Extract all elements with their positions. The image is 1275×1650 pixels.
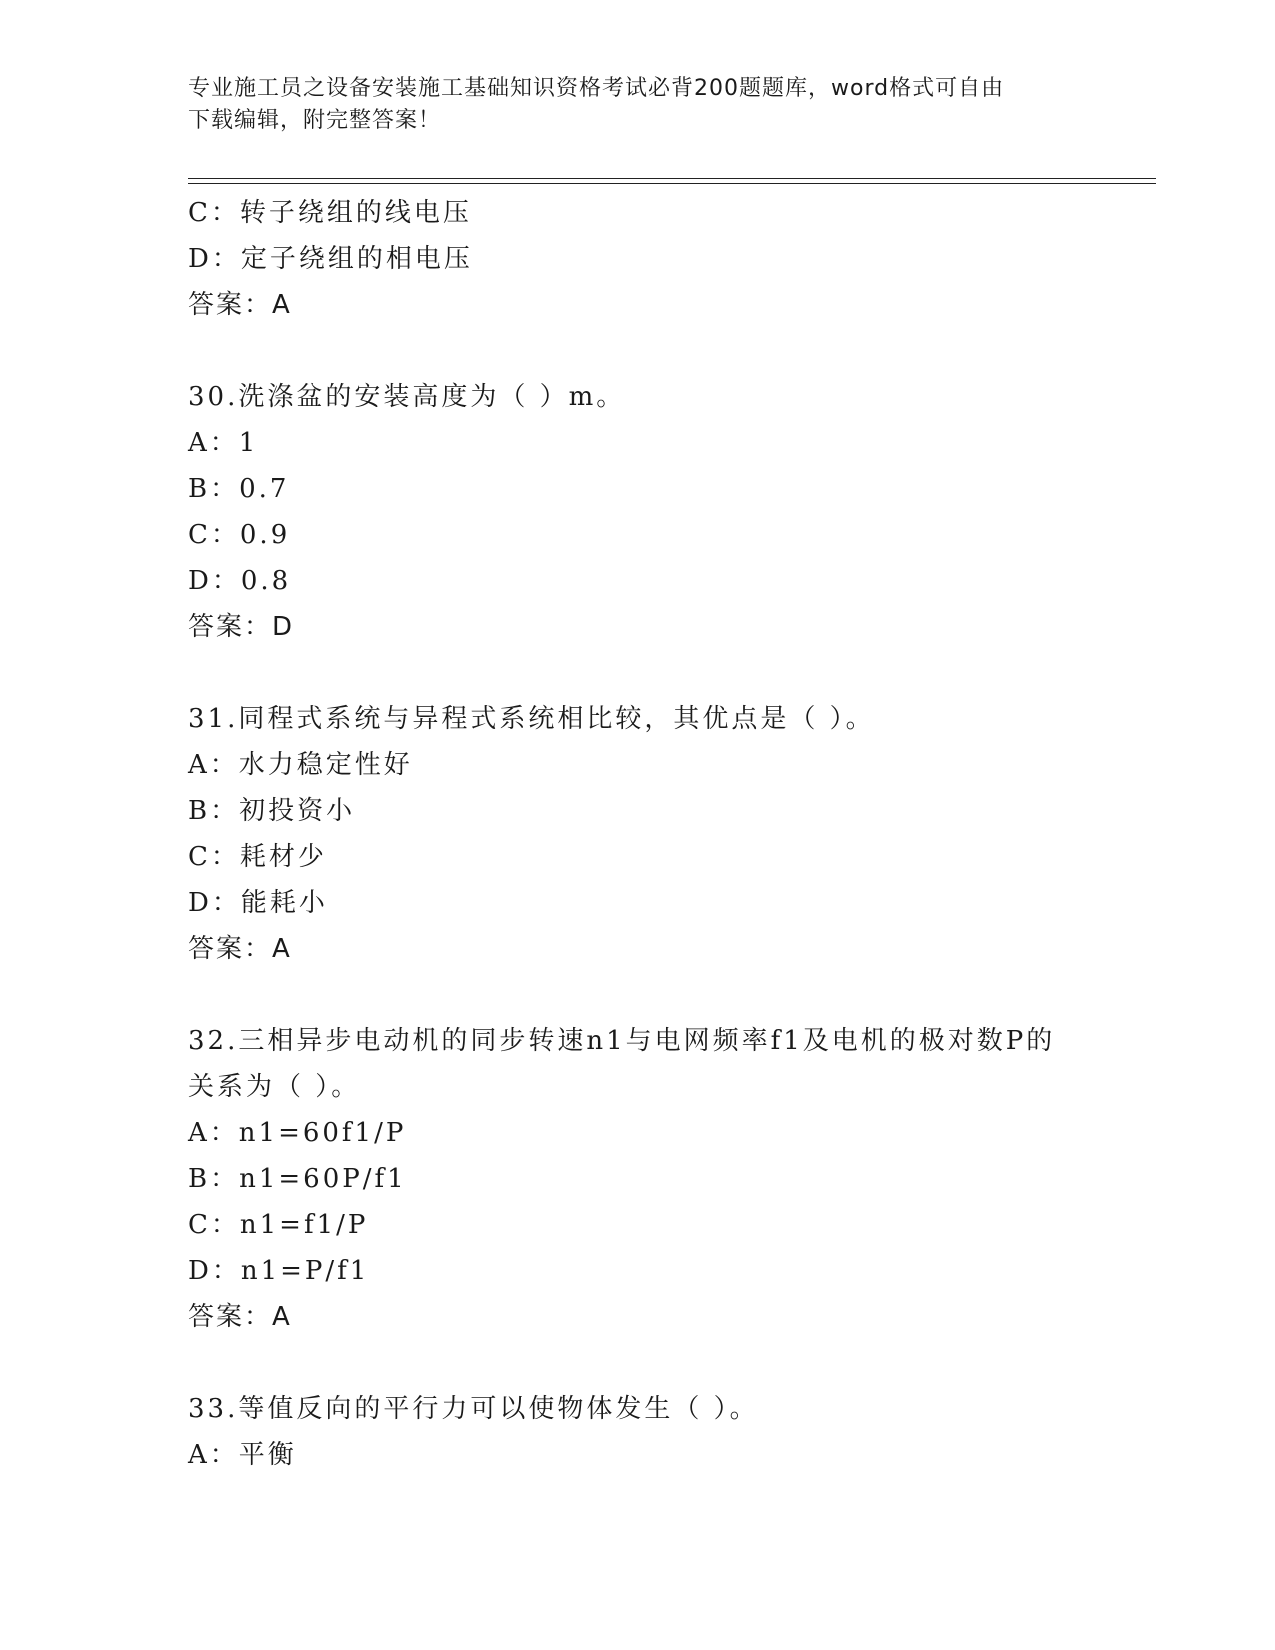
option-line: A：平衡 [188,1440,297,1470]
option-line: C：0.9 [188,520,291,550]
answer-line: 答案：A [188,1302,292,1332]
answer-line: 答案：A [188,934,292,964]
question-text: 31.同程式系统与异程式系统相比较，其优点是（ ）。 [188,704,875,734]
question-text: 33.等值反向的平行力可以使物体发生（ ）。 [188,1394,759,1424]
option-line: D：0.8 [188,566,292,596]
header-rule-top [188,178,1156,179]
option-line: B：n1=60P/f1 [188,1164,407,1194]
option-line: C：n1=f1/P [188,1210,369,1240]
answer-line: 答案：A [188,290,292,320]
option-line: B：初投资小 [188,796,356,826]
option-line: A：n1=60f1/P [188,1118,407,1148]
header-rule-bottom [188,183,1156,184]
question-body [188,190,1148,1478]
spacer [188,972,1148,1018]
spacer [188,650,1148,696]
option-line: A：1 [188,428,259,458]
header-line-2: 下载编辑，附完整答案！ [188,108,442,133]
spacer [188,328,1148,374]
question-text: 关系为（ ）。 [188,1072,361,1102]
spacer [188,1340,1148,1386]
option-line: D：能耗小 [188,888,328,918]
option-line: C：转子绕组的线电压 [188,198,472,228]
option-line: A：水力稳定性好 [188,750,413,780]
document-header [188,73,1088,137]
option-line: D：n1=P/f1 [188,1256,370,1286]
option-line: B：0.7 [188,474,290,504]
option-line: C：耗材少 [188,842,327,872]
question-text: 32.三相异步电动机的同步转速n1与电网频率f1及电机的极对数P的 [188,1026,1056,1056]
option-line: D：定子绕组的相电压 [188,244,473,274]
answer-line: 答案：D [188,612,295,642]
header-line-1: 专业施工员之设备安装施工基础知识资格考试必背200题题库，word格式可自由 [188,76,1005,101]
question-text: 30.洗涤盆的安装高度为（ ）m。 [188,382,626,412]
